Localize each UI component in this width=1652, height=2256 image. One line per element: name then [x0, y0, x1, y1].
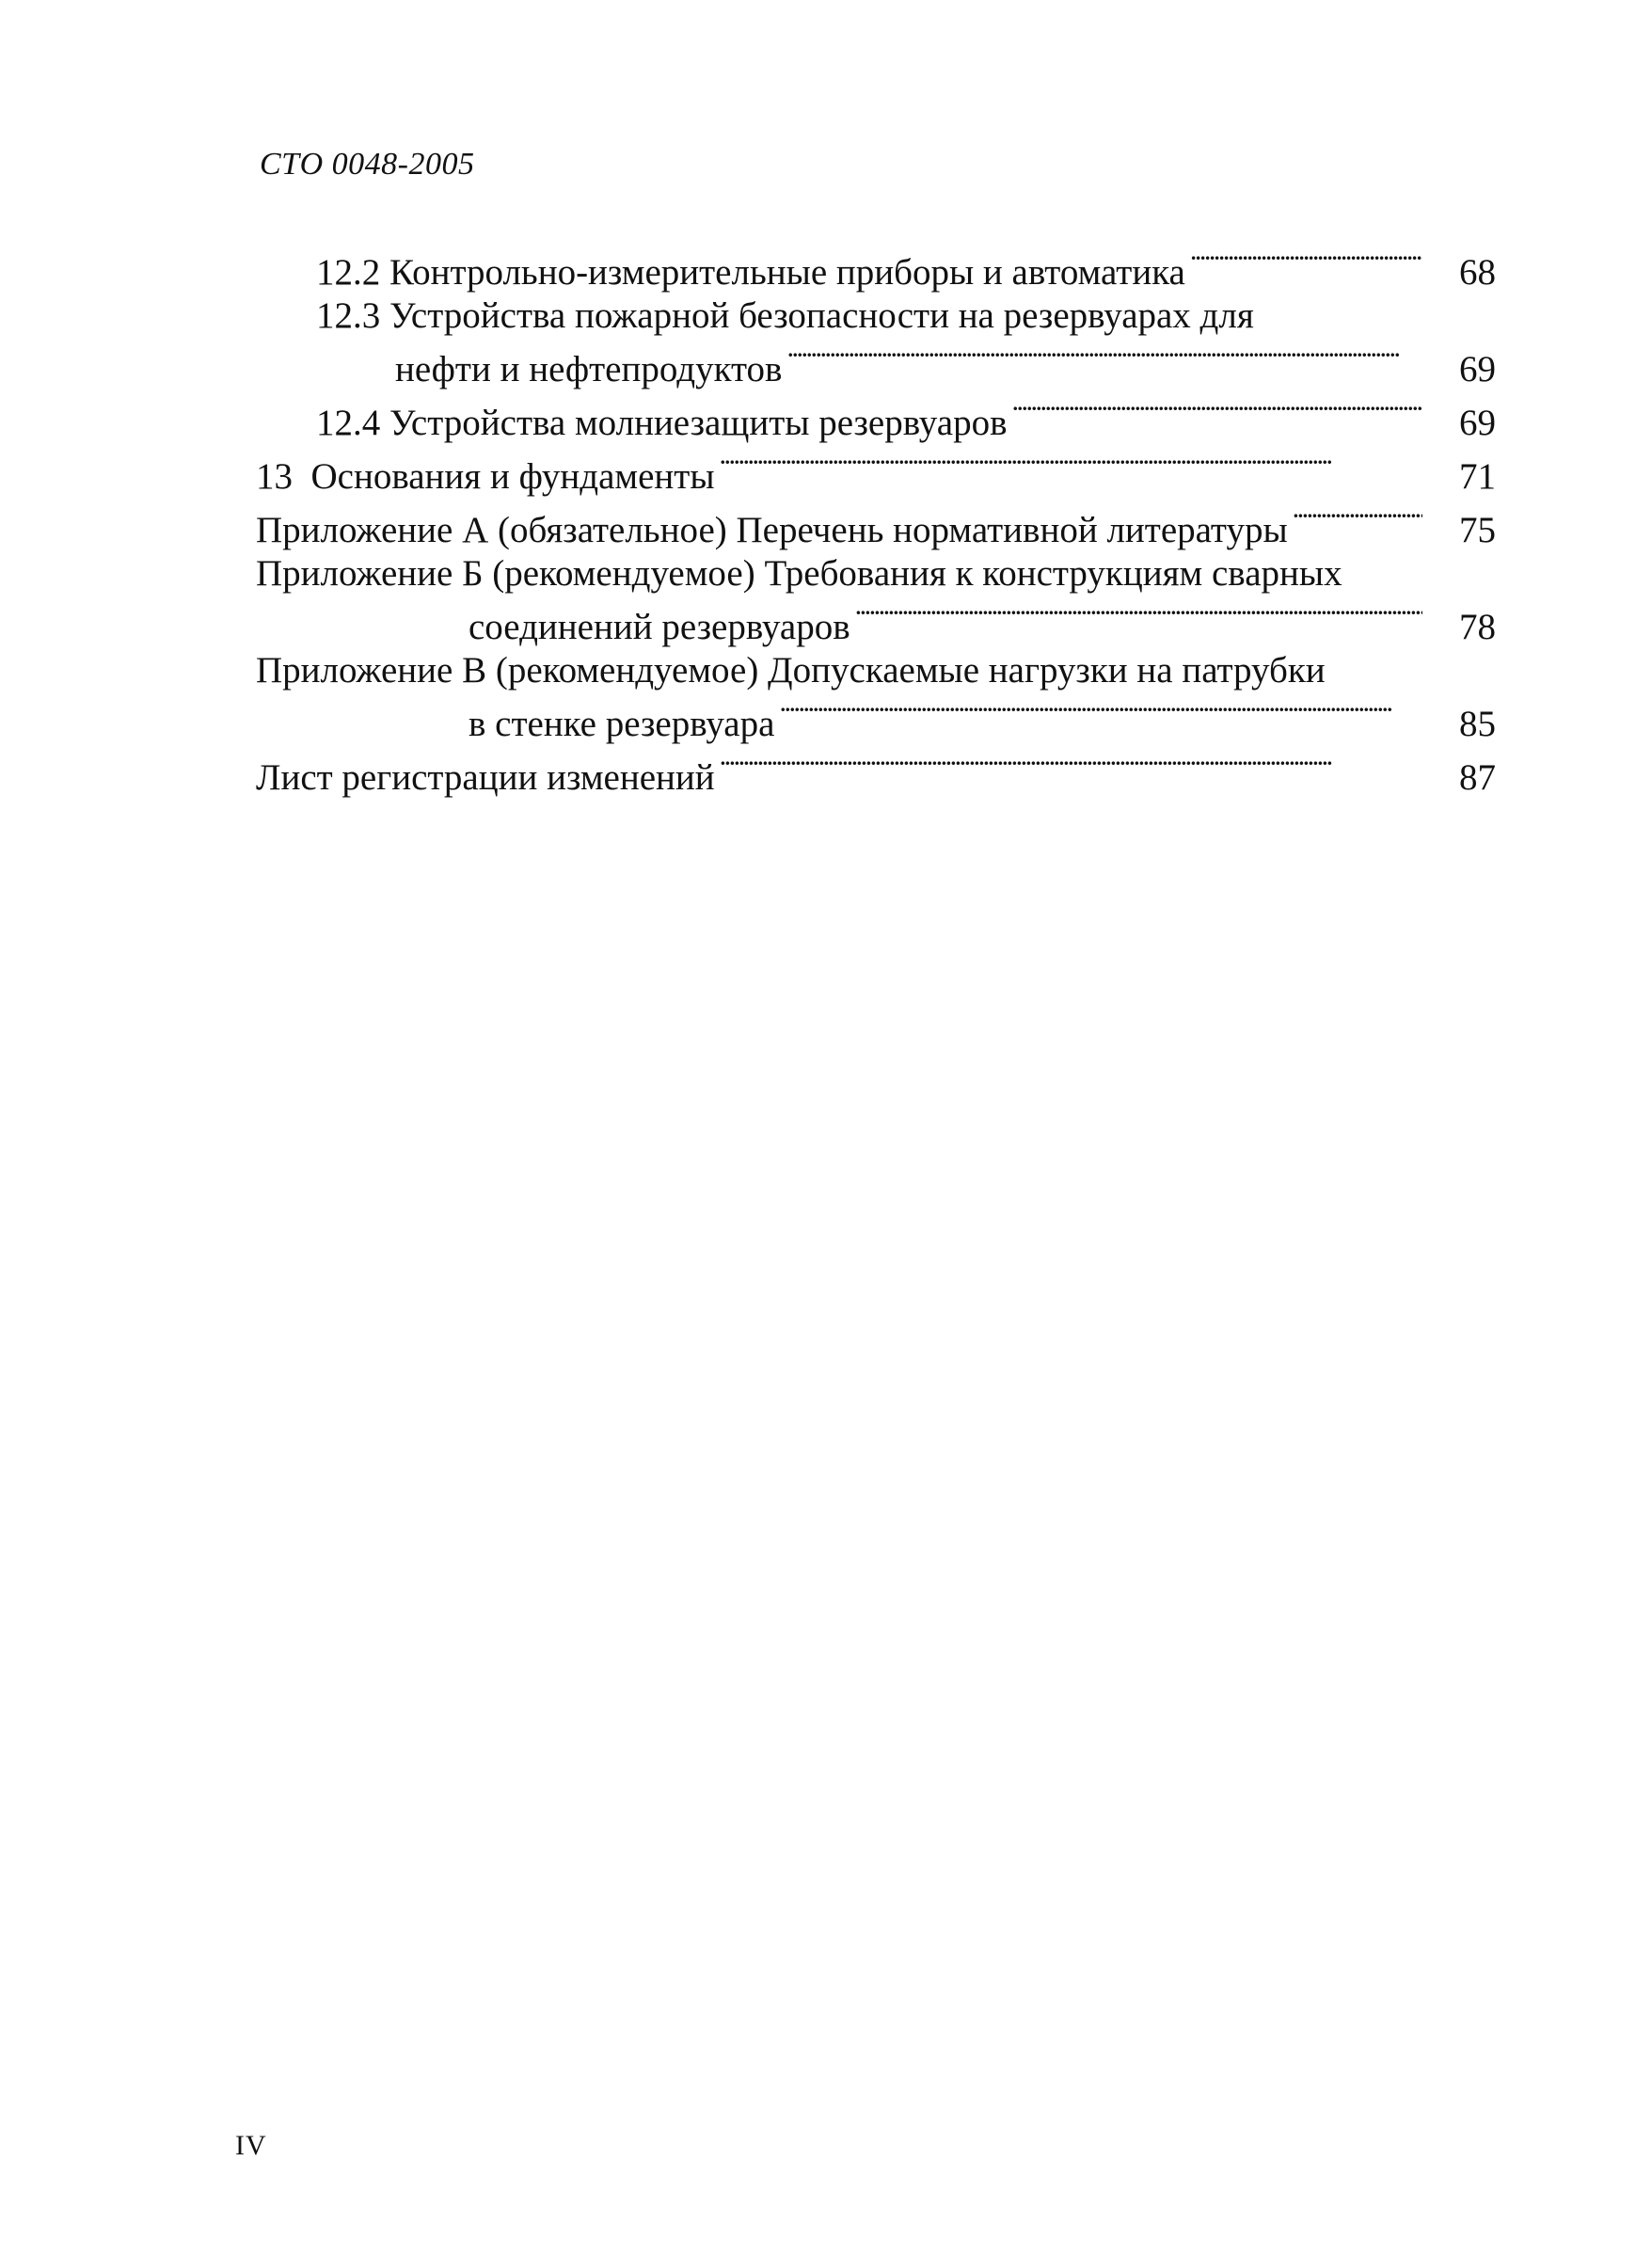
toc-entry-appendix-b[interactable] — [256, 552, 1496, 649]
toc-entry-appendix-v[interactable] — [256, 649, 1496, 746]
toc-dot-leader — [1294, 499, 1422, 542]
toc-dot-leader — [856, 596, 1422, 639]
toc-dot-leader — [780, 692, 1422, 736]
toc-entry-change-log[interactable] — [256, 746, 1496, 800]
toc-entry-12-2[interactable] — [256, 241, 1496, 294]
toc-page-number: 78 — [1459, 607, 1496, 647]
toc-entry-title-line: Приложение Б (рекомендуемое) Требования к конструкциям сварных — [256, 553, 1342, 594]
toc-entry-title: Лист регистрации изменений — [256, 757, 715, 798]
toc-entry-title: Приложение А (обязательное) Перечень нормативной литературы — [256, 510, 1288, 550]
toc-entry-title-continuation: соединений резервуаров — [469, 607, 850, 647]
toc-entry-title-line: Приложение В (рекомендуемое) Допускаемые нагрузки на патрубки — [256, 650, 1326, 691]
document-code-header: СТО 0048-2005 — [260, 147, 475, 182]
toc-page-number: 69 — [1459, 403, 1496, 443]
toc-dot-leader — [1191, 241, 1422, 284]
toc-dot-leader — [1013, 391, 1422, 435]
page-number-footer: IV — [235, 2130, 267, 2161]
toc-entry-title: 12.2 Контрольно-измерительные приборы и автоматика — [316, 252, 1185, 293]
toc-dot-leader — [787, 338, 1422, 381]
toc-entry-appendix-a[interactable] — [256, 499, 1496, 552]
toc-page-number: 68 — [1459, 252, 1496, 293]
toc-dot-leader — [721, 445, 1422, 488]
toc-page-number: 71 — [1459, 456, 1496, 497]
toc-entry-12-4[interactable] — [256, 391, 1496, 445]
toc-page-number: 75 — [1459, 510, 1496, 550]
toc-entry-12-3[interactable] — [256, 294, 1496, 391]
toc-entry-title-continuation: нефти и нефтепродуктов — [395, 349, 783, 389]
toc-entry-title: 12.4 Устройства молниезащиты резервуаров — [316, 403, 1008, 443]
toc-page-number: 85 — [1459, 704, 1496, 744]
toc-entry-13[interactable] — [256, 445, 1496, 499]
toc-entry-title-continuation: в стенке резервуара — [469, 704, 775, 744]
toc-page-number: 69 — [1459, 349, 1496, 389]
toc-entry-title-line: 12.3 Устройства пожарной безопасности на резервуарах для — [316, 295, 1254, 336]
toc-entry-title: 13 Основания и фундаменты — [256, 456, 715, 497]
toc-dot-leader — [721, 746, 1422, 789]
table-of-contents — [256, 241, 1496, 800]
toc-page-number: 87 — [1459, 757, 1496, 798]
